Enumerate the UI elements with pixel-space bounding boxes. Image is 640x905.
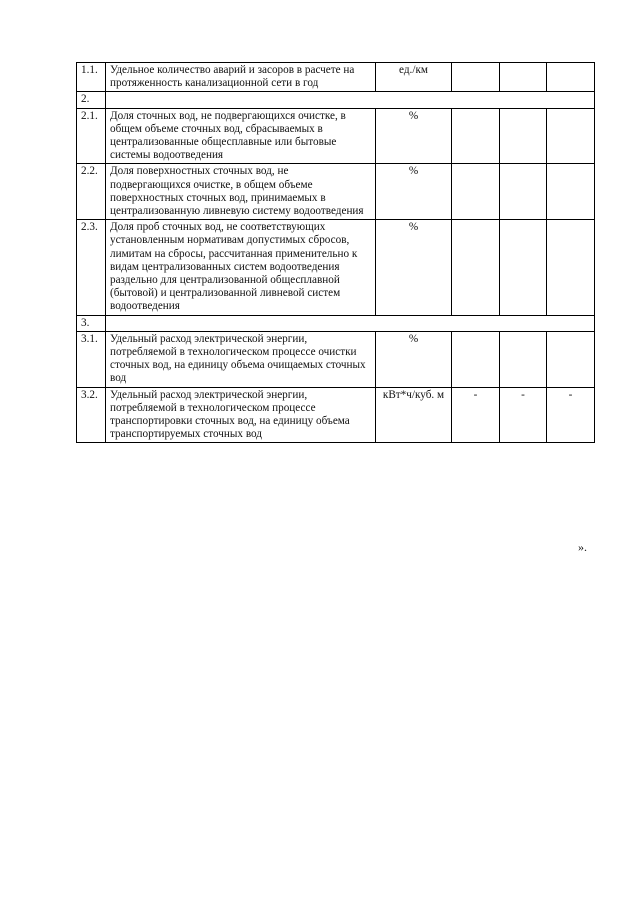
table-row (77, 331, 595, 387)
indicator-name: Удельный расход электрической энергии, потребляемой в технологическом процессе транспортировки сточных вод, на единицу объема транспортируемых сточных вод (106, 387, 376, 443)
value-cell-1 (452, 331, 500, 387)
row-number: 2.3. (77, 220, 106, 315)
value-cell-3 (547, 63, 595, 92)
table-row (77, 108, 595, 164)
value-cell-2 (500, 220, 547, 315)
value-cell-2 (500, 63, 547, 92)
unit-cell: кВт*ч/куб. м (376, 387, 452, 443)
indicator-name: Доля сточных вод, не подвергающихся очистке, в общем объеме сточных вод, сбрасываемых в централизованные общесплавные или бытовые системы водоотведения (106, 108, 376, 164)
value-cell-2 (500, 331, 547, 387)
value-cell-1: - (452, 387, 500, 443)
unit-cell: % (376, 108, 452, 164)
closing-quote: ». (578, 540, 587, 554)
value-cell-2 (500, 108, 547, 164)
row-number: 1.1. (77, 63, 106, 92)
value-cell-3 (547, 220, 595, 315)
unit-cell: % (376, 331, 452, 387)
section-blank-cell (106, 92, 595, 108)
value-cell-1 (452, 164, 500, 220)
section-row (77, 315, 595, 331)
row-number: 2.1. (77, 108, 106, 164)
unit-cell: % (376, 164, 452, 220)
table-row (77, 164, 595, 220)
indicators-table-body (77, 63, 595, 443)
indicator-name: Доля проб сточных вод, не соответствующих установленным нормативам допустимых сбросов, лимитам на сбросы, рассчитанная применительно к видам централизованных систем водоотведения раздельно для централизованной общесплавной (бытовой) и централизованной ливневой систем водоотведения (106, 220, 376, 315)
row-number: 2. (77, 92, 106, 108)
value-cell-3 (547, 164, 595, 220)
value-cell-2 (500, 164, 547, 220)
section-row (77, 92, 595, 108)
row-number: 3. (77, 315, 106, 331)
table-row (77, 63, 595, 92)
value-cell-1 (452, 108, 500, 164)
row-number: 2.2. (77, 164, 106, 220)
indicator-name: Удельный расход электрической энергии, потребляемой в технологическом процессе очистки сточных вод, на единицу объема очищаемых сточных вод (106, 331, 376, 387)
value-cell-3 (547, 331, 595, 387)
row-number: 3.1. (77, 331, 106, 387)
table-row (77, 387, 595, 443)
indicator-name: Удельное количество аварий и засоров в расчете на протяженность канализационной сети в год (106, 63, 376, 92)
value-cell-1 (452, 220, 500, 315)
unit-cell: ед./км (376, 63, 452, 92)
value-cell-3 (547, 108, 595, 164)
value-cell-1 (452, 63, 500, 92)
value-cell-3: - (547, 387, 595, 443)
section-blank-cell (106, 315, 595, 331)
table-row (77, 220, 595, 315)
row-number: 3.2. (77, 387, 106, 443)
indicators-table (76, 62, 595, 443)
unit-cell: % (376, 220, 452, 315)
indicator-name: Доля поверхностных сточных вод, не подвергающихся очистке, в общем объеме поверхностных сточных вод, принимаемых в централизованную ливневую систему водоотведения (106, 164, 376, 220)
value-cell-2: - (500, 387, 547, 443)
